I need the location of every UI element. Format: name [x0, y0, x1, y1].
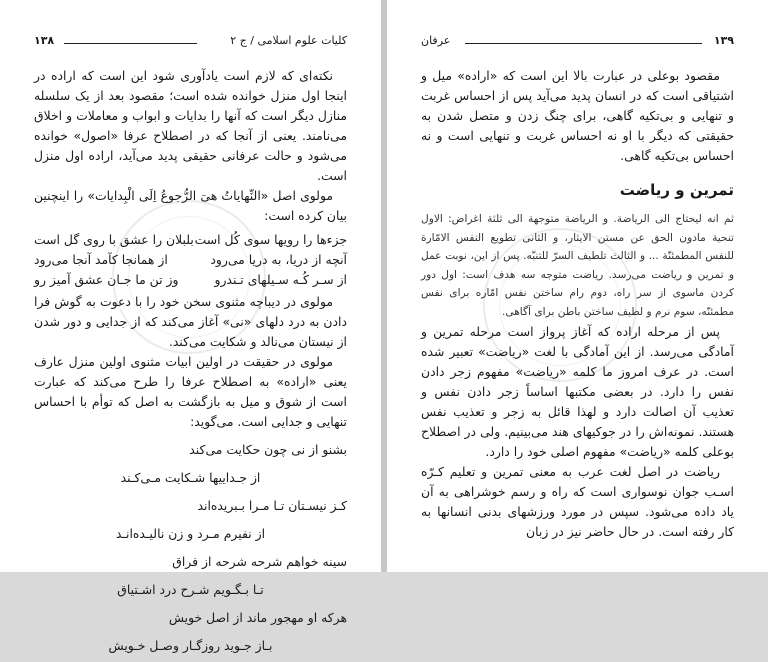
- hemistich: بلبلان را عشق با روی گل است: [34, 232, 194, 247]
- couplet: [34, 250, 347, 270]
- poem-block: [34, 230, 347, 290]
- poem-line: بـاز جـوید روزگـار وصـل خـویش: [108, 638, 273, 653]
- left-page-number: ۱۳۸: [34, 34, 55, 47]
- left-page-header: [34, 34, 347, 50]
- right-running-title: عرفان: [421, 34, 451, 47]
- poem-line: تـا بـگـویم شـرح درد اشـتیاق: [117, 582, 264, 597]
- paragraph: نکته‌ای که لازم است یادآوری شود این است که اراده در اینجا اول منزل خوانده شده است؛ مقصود بعد از یک سلسله منازل دیگر است که آنها را بدایات و ابواب و معاملات و اخلاق می‌نامند. یعنی از آنجا که در اصطلاح عرفا «اصول» خوانده می‌شود و حالت عرفانی حقیقی پدید می‌آید، اراده اول منزل است.: [34, 68, 347, 183]
- hemistich: جزءها را رویها سوی کُل است: [194, 232, 347, 247]
- right-page-header: [421, 34, 734, 50]
- poem-line: کـز نیسـتان تـا مـرا بـبریده‌اند: [197, 498, 347, 513]
- poem-block: [34, 436, 347, 660]
- paragraph: ریاضت در اصل لغت عرب به معنی تمرین و تعلیم کـرّه اسـب جوان نوسواری است که راه و رسم خوشراهی به آن یاد داده می‌شود. سپس در مورد ورزشهای بدنی انسانها به کار رفته است. در حال حاضر نیز در زبان: [421, 463, 734, 539]
- left-running-title: کلیات علوم اسلامی / ج ۲: [230, 34, 347, 47]
- right-page-body: [421, 66, 734, 542]
- left-page: [0, 0, 381, 653]
- hemistich: از سـر کُـه سـیلهای تـندرو: [214, 272, 347, 287]
- paragraph: مقصود بوعلی در عبارت بالا این است که «اراده» میل و اشتیاقی است که در انسان پدید می‌آید پس از احساس غربت و تنهایی و بی‌تکیه گاهی، برای چنگ زدن و متصل شدن به حقیقتی که دیگر با او نه احساس غربت و تنهایی است و نه احساس بی‌تکیه گاهی.: [421, 68, 734, 163]
- paragraph: مولوی اصل «النِّهایاتُ هیَ الرُّجوعُ اِلَی الْبِدایات» را اینچنین بیان کرده است:: [34, 188, 347, 223]
- couplet: [34, 230, 347, 250]
- header-rule: [465, 43, 702, 44]
- poem-line: هرکه او مهجور ماند از اصل خویش: [168, 610, 347, 625]
- poem-line: از جـداییها شـکایت مـی‌کـند: [120, 470, 261, 485]
- hemistich: وز تن ما جـان عشق آمیز رو: [34, 272, 179, 287]
- quoted-passage: ثم انه لیحتاج الی الریاضة. و الریاضة متوجهة الی ثلثة اغراض: الاول تنحیة مادون الحق عن مستن الایثار، و الثانی تطویع النفس الامّارة للنفس المطمئنّة ... و الثالث تلطیف السرّ للتنبّه. پس از این، نوبت عمل و تمرین و ریاضت می‌رسد. ریاضت متوجه سه هدف است: اول دور کردن ماسوی از سر راه، دوم رام ساختن نفس امّاره برای نفس مطمئنّه، سوم نرم و لطیف ساختن باطن برای آگاهی.: [421, 213, 734, 318]
- hemistich: از همانجا کآمد آنجا می‌رود: [34, 252, 168, 267]
- couplet: [34, 270, 347, 290]
- paragraph: مولوی در حقیقت در اولین ابیات مثنوی اولین منزل عارف یعنی «اراده» به اصطلاح عرفا را طرح می‌کند که عبارت است از شوق و میل به بازگشت به اصل که توأم با احساس تنهایی و جدایی است. می‌گوید:: [34, 354, 347, 429]
- paragraph: مولوی در دیباچه مثنوی سخن خود را با دعوت به گوش فرا دادن به درد دلهای «نی» آغاز می‌کند که از جدایی و دور شدن از نیستان می‌نالد و شکایت می‌کند.: [34, 294, 347, 349]
- hemistich: آنچه از دریا، به دریا می‌رود: [210, 252, 347, 267]
- poem-line: از نفیرم مـرد و زن نالیـده‌انـد: [115, 526, 266, 541]
- right-page: [387, 0, 768, 572]
- poem-line: سینه خواهم شرحه شرحه از فراق: [172, 554, 347, 569]
- right-page-number: ۱۳۹: [713, 34, 734, 47]
- header-rule: [64, 43, 197, 44]
- section-heading: تمرین و ریاضت: [619, 181, 734, 199]
- poem-line: بشنو از نی چون حکایت می‌کند: [189, 442, 347, 457]
- paragraph: پس از مرحله اراده که آغاز پرواز است مرحله تمرین و آمادگی می‌رسد. از این آمادگی با لغت «ریاضت» تعبیر شده است. در عرف امروز ما کلمه «ریاضت» مفهوم زجر دادن نفس را دارد. در بعضی مکتبها اساساً زجر دادن نفس و تعذیب آن اصالت دارد و لهذا قائل به زجر و تعذیب نفس هستند. نمونه‌اش را در جوکیهای هند می‌بینیم. ولی در اصطلاح بوعلی کلمه «ریاضت» مفهوم اصلی خود را دارد.: [421, 323, 734, 459]
- left-page-body: [34, 66, 347, 662]
